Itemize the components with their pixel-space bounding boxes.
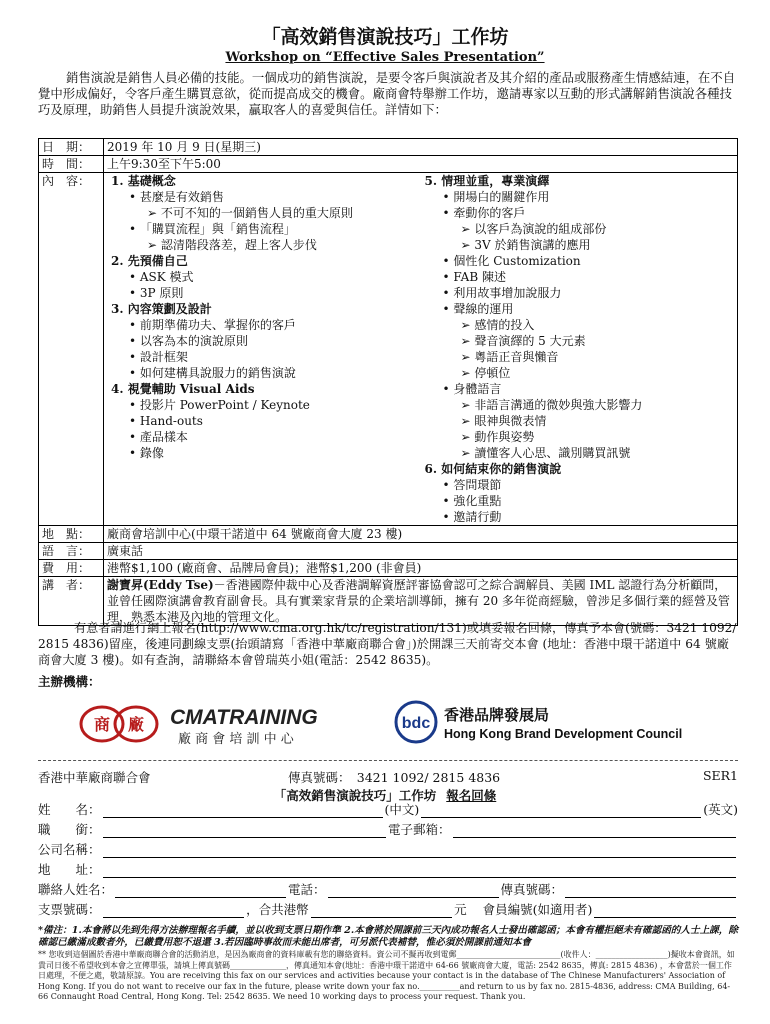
- content-subpoint: ➢ 不可不知的一個銷售人員的重大原則: [147, 206, 353, 220]
- cma-logo-subtext: 廠 商 會 培 訓 中 心: [178, 732, 294, 747]
- content-bullet: • 如何建構具說服力的銷售演說: [129, 366, 296, 380]
- content-section-title: 3. 內容策劃及設計: [111, 302, 212, 316]
- content-bullet: • 邀請行動: [442, 510, 502, 524]
- email-field[interactable]: [453, 825, 736, 838]
- language-row: [39, 543, 738, 560]
- content-bullet: • 聲線的運用: [442, 302, 514, 316]
- content-subpoint: ➢ 認清階段落差，趕上客人步伐: [147, 238, 317, 252]
- content-bullet: • 錄像: [129, 446, 164, 460]
- fee-row: [39, 560, 738, 577]
- english-name-field[interactable]: [421, 805, 701, 818]
- form-organisation: 香港中華廠商聯合會: [38, 770, 151, 785]
- position-field[interactable]: [103, 825, 386, 838]
- page-subtitle: Workshop on “Effective Sales Presentation”: [225, 50, 545, 65]
- content-bullet: • 個性化 Customization: [442, 254, 581, 268]
- member-label: 會員編號(如適用者): [482, 902, 593, 917]
- content-column-left: [107, 173, 421, 525]
- content-section-title: 1. 基礎概念: [111, 174, 176, 188]
- form-row-cheque: [38, 900, 738, 918]
- speaker-label: 講 者：: [39, 577, 104, 626]
- content-bullet: • 開場白的關鍵作用: [442, 190, 550, 204]
- name-label: 姓 名：: [38, 802, 101, 817]
- content-bullet: • 「購買流程」與「銷售流程」: [129, 222, 296, 236]
- contact-name-field[interactable]: [115, 885, 286, 898]
- intro-paragraph: 銷售演說是銷售人員必備的技能。一個成功的銷售演說，是要令客戶與演說者及其介紹的產品或服務產生情感結連，在不自覺中形成偏好，令客戶產生購買意欲，從而提高成交的機會。廠商會特舉辦工作坊，邀請專家以互動的形式講解銷售演說各種技巧及原理，助銷售人員提升演說效果，贏取客人的喜愛與信任。詳情如下：: [38, 70, 736, 117]
- content-subpoint: ➢ 非語言溝通的微妙與強大影響力: [460, 398, 643, 412]
- form-code: SER1: [702, 768, 738, 783]
- form-footnote: *備注：1.本會將以先到先得方法辦理報名手續，並以收到支票日期作準 2.本會將於開課前三天內成功報名人士發出確認函；本會有權拒絕未有確認函的人士上課，除確認已繳滿成數者外，已繳費用恕不退還 3.若因臨時事故而未能出席者，可另派代表補替，惟必須於開課前通知本會: [38, 925, 738, 948]
- fee-value: 港幣$1,100 (廠商會、品牌局會員)；港幣$1,200 (非會員): [104, 560, 738, 577]
- content-bullet: • ASK 模式: [129, 270, 194, 284]
- content-bullet: • 甚麼是有效銷售: [129, 190, 224, 204]
- content-section-title: 2. 先預備自己: [111, 254, 188, 268]
- form-reg-title: 報名回條: [446, 788, 497, 803]
- content-subpoint: ➢ 3V 於銷售演講的應用: [460, 238, 591, 252]
- speaker-row: [39, 577, 738, 626]
- content-bullet: • 答問環節: [442, 478, 502, 492]
- form-workshop-title: 「高效銷售演說技巧」工作坊: [273, 788, 437, 803]
- fax-field[interactable]: [565, 885, 736, 898]
- content-section-title: 4. 視覺輔助 Visual Aids: [111, 382, 255, 396]
- form-row-address: [38, 860, 738, 878]
- content-subpoint: ➢ 眼神與微表情: [460, 414, 547, 428]
- content-section-title: 6. 如何結束你的銷售演說: [424, 462, 562, 476]
- time-label: 時 間：: [39, 156, 104, 173]
- content-bullet: • FAB 陳述: [442, 270, 506, 284]
- workshop-info-table: [38, 138, 738, 626]
- cma-logo-text: CMATRAINING: [170, 706, 318, 729]
- fax-label: 傳真號碼：: [500, 882, 564, 897]
- content-bullet: • 投影片 PowerPoint / Keynote: [129, 398, 310, 412]
- content-subpoint: ➢ 以客戶為演說的組成部份: [460, 222, 607, 236]
- registration-notice: 有意者請進行網上報名(http://www.cma.org.hk/tc/registration/131)或填妥報名回條，傳真予本會(號碼：3421 1092/ 2815 4836)留座，後連同劃線支票(抬頭請寫「香港中華廠商聯合會」)於開課三天前寄交本會 (地址：香港中環干諾道中 64 號廠商會大廈 3 樓)。如有查詢，請聯絡本會曾瑞英小姐(電話：2542 8635)。: [38, 621, 737, 667]
- form-row-name: [38, 800, 738, 818]
- content-bullet: • 3P 原則: [129, 286, 184, 300]
- form-row-position: [38, 820, 738, 838]
- content-subpoint: ➢ 聲音演繹的 5 大元素: [460, 334, 586, 348]
- content-subpoint: ➢ 粵語正音與懶音: [460, 350, 559, 364]
- content-bullet: • 身體語言: [442, 382, 502, 396]
- english-suffix: (英文): [703, 802, 739, 817]
- venue-label: 地 點：: [39, 526, 104, 543]
- bdc-english-name: Hong Kong Brand Development Council: [444, 727, 683, 741]
- date-label: 日 期：: [39, 139, 104, 156]
- content-bullet: • 前期準備功夫、掌握你的客戶: [129, 318, 296, 332]
- language-label: 語 言：: [39, 543, 104, 560]
- content-bullet: • 以客為本的演說原則: [129, 334, 248, 348]
- bdc-logo: [392, 694, 722, 750]
- content-bullet: • 強化重點: [442, 494, 502, 508]
- amount-field[interactable]: [311, 905, 453, 918]
- time-row: [39, 156, 738, 173]
- organisers-label: 主辦機構：: [38, 674, 101, 689]
- speaker-description: －香港國際仲裁中心及香港調解資歷評審協會認可之綜合調解員、美國 IML 認證行為分析顧問，並曾任國際演講會教育副會長。具有實業家背景的企業培訓導師，擁有 20 多年從商經驗，曾涉足多個行業的經營及管理，熟悉本港及內地的管理文化。: [107, 578, 730, 624]
- time-value: 上午9:30至下午5:00: [104, 156, 738, 173]
- dollar-label: 元: [454, 902, 467, 917]
- content-row: [39, 173, 738, 526]
- content-subpoint: ➢ 停頓位: [460, 366, 511, 380]
- position-label: 職 銜：: [38, 822, 101, 837]
- cheque-label: 支票號碼：: [38, 902, 101, 917]
- form-row-company: [38, 840, 738, 858]
- cma-seal-char-1: 商: [93, 715, 111, 734]
- content-section-title: 5. 情理並重，專業演繹: [424, 174, 550, 188]
- language-value: 廣東話: [104, 543, 738, 560]
- amount-label: ，合共港幣: [246, 902, 309, 917]
- company-field[interactable]: [103, 845, 736, 858]
- venue-row: [39, 526, 738, 543]
- contact-label: 聯絡人姓名：: [38, 882, 114, 897]
- content-bullet: • Hand-outs: [129, 414, 203, 428]
- form-fax-number: 傳真號碼： 3421 1092/ 2815 4836: [288, 770, 501, 785]
- content-subpoint: ➢ 讀懂客人心思、識別購買訊號: [460, 446, 631, 460]
- content-subpoint: ➢ 動作與姿勢: [460, 430, 535, 444]
- chinese-name-field[interactable]: [103, 805, 383, 818]
- company-label: 公司名稱：: [38, 842, 101, 857]
- content-bullet: • 產品樣本: [129, 430, 188, 444]
- address-label: 地 址：: [38, 862, 101, 877]
- cma-training-logo: [78, 698, 368, 750]
- cma-seal-char-2: 廠: [127, 715, 145, 734]
- member-number-field[interactable]: [594, 905, 736, 918]
- email-label: 電子郵箱：: [388, 822, 451, 837]
- address-field[interactable]: [103, 865, 736, 878]
- bdc-monogram: bdc: [401, 715, 431, 732]
- speaker-name: 謝寶昇(Eddy Tse): [107, 578, 214, 592]
- privacy-notice: ** 您收到這個圖於香港中華廠商聯合會的活動消息，是因為廠商會的資料庫載有您的聯絡資料。資公司不擬再收到電郵__________________________(收件人：__________________)擬收本會資訊，如貴司日後不希望收到本會之宣傳單張，請填上傳真號碼______________，傳真通知本會(地址：香港中環干諾道中 64-66 號廠商會大廈，電話: 2542 8635，傳真: 2815 4836) ，本會當於一個工作日處理，不便之處，敬請原諒。You are receiving this fax on our services and activities because your contact is in the database of The Chinese Manufacturers' Association of Hong Kong. If you do not want to receive our fax in the future, please write down your fax no.__________and return to us by fax no. 2815-4836, address: CMA Building, 64-66 Connaught Road Central, Hong Kong. Tel: 2542 8635. We need 10 working days to process your request. Thank you.: [38, 950, 735, 1001]
- content-subpoint: ➢ 感情的投入: [460, 318, 535, 332]
- page-title: 「高效銷售演說技巧」工作坊: [261, 26, 509, 48]
- date-value: 2019 年 10 月 9 日(星期三): [104, 139, 738, 156]
- fee-label: 費 用：: [39, 560, 104, 577]
- cheque-field[interactable]: [103, 905, 245, 918]
- form-row-contact: [38, 880, 738, 898]
- cut-line: [38, 760, 738, 761]
- phone-label: 電話：: [288, 882, 326, 897]
- content-label: 內 容：: [39, 173, 104, 526]
- chinese-suffix: (中文): [384, 802, 420, 817]
- content-bullet: • 牽動你的客戶: [442, 206, 526, 220]
- venue-value: 廠商會培訓中心(中環干諾道中 64 號廠商會大廈 23 樓): [104, 526, 738, 543]
- content-bullet: • 利用故事增加說服力: [442, 286, 562, 300]
- content-bullet: • 設計框架: [129, 350, 188, 364]
- speaker-cell: [104, 577, 738, 626]
- content-cell: [104, 173, 738, 526]
- phone-field[interactable]: [328, 885, 499, 898]
- bdc-chinese-name: 香港品牌發展局: [444, 706, 550, 724]
- date-row: [39, 139, 738, 156]
- organiser-logos: [0, 690, 770, 750]
- content-column-right: [421, 173, 735, 525]
